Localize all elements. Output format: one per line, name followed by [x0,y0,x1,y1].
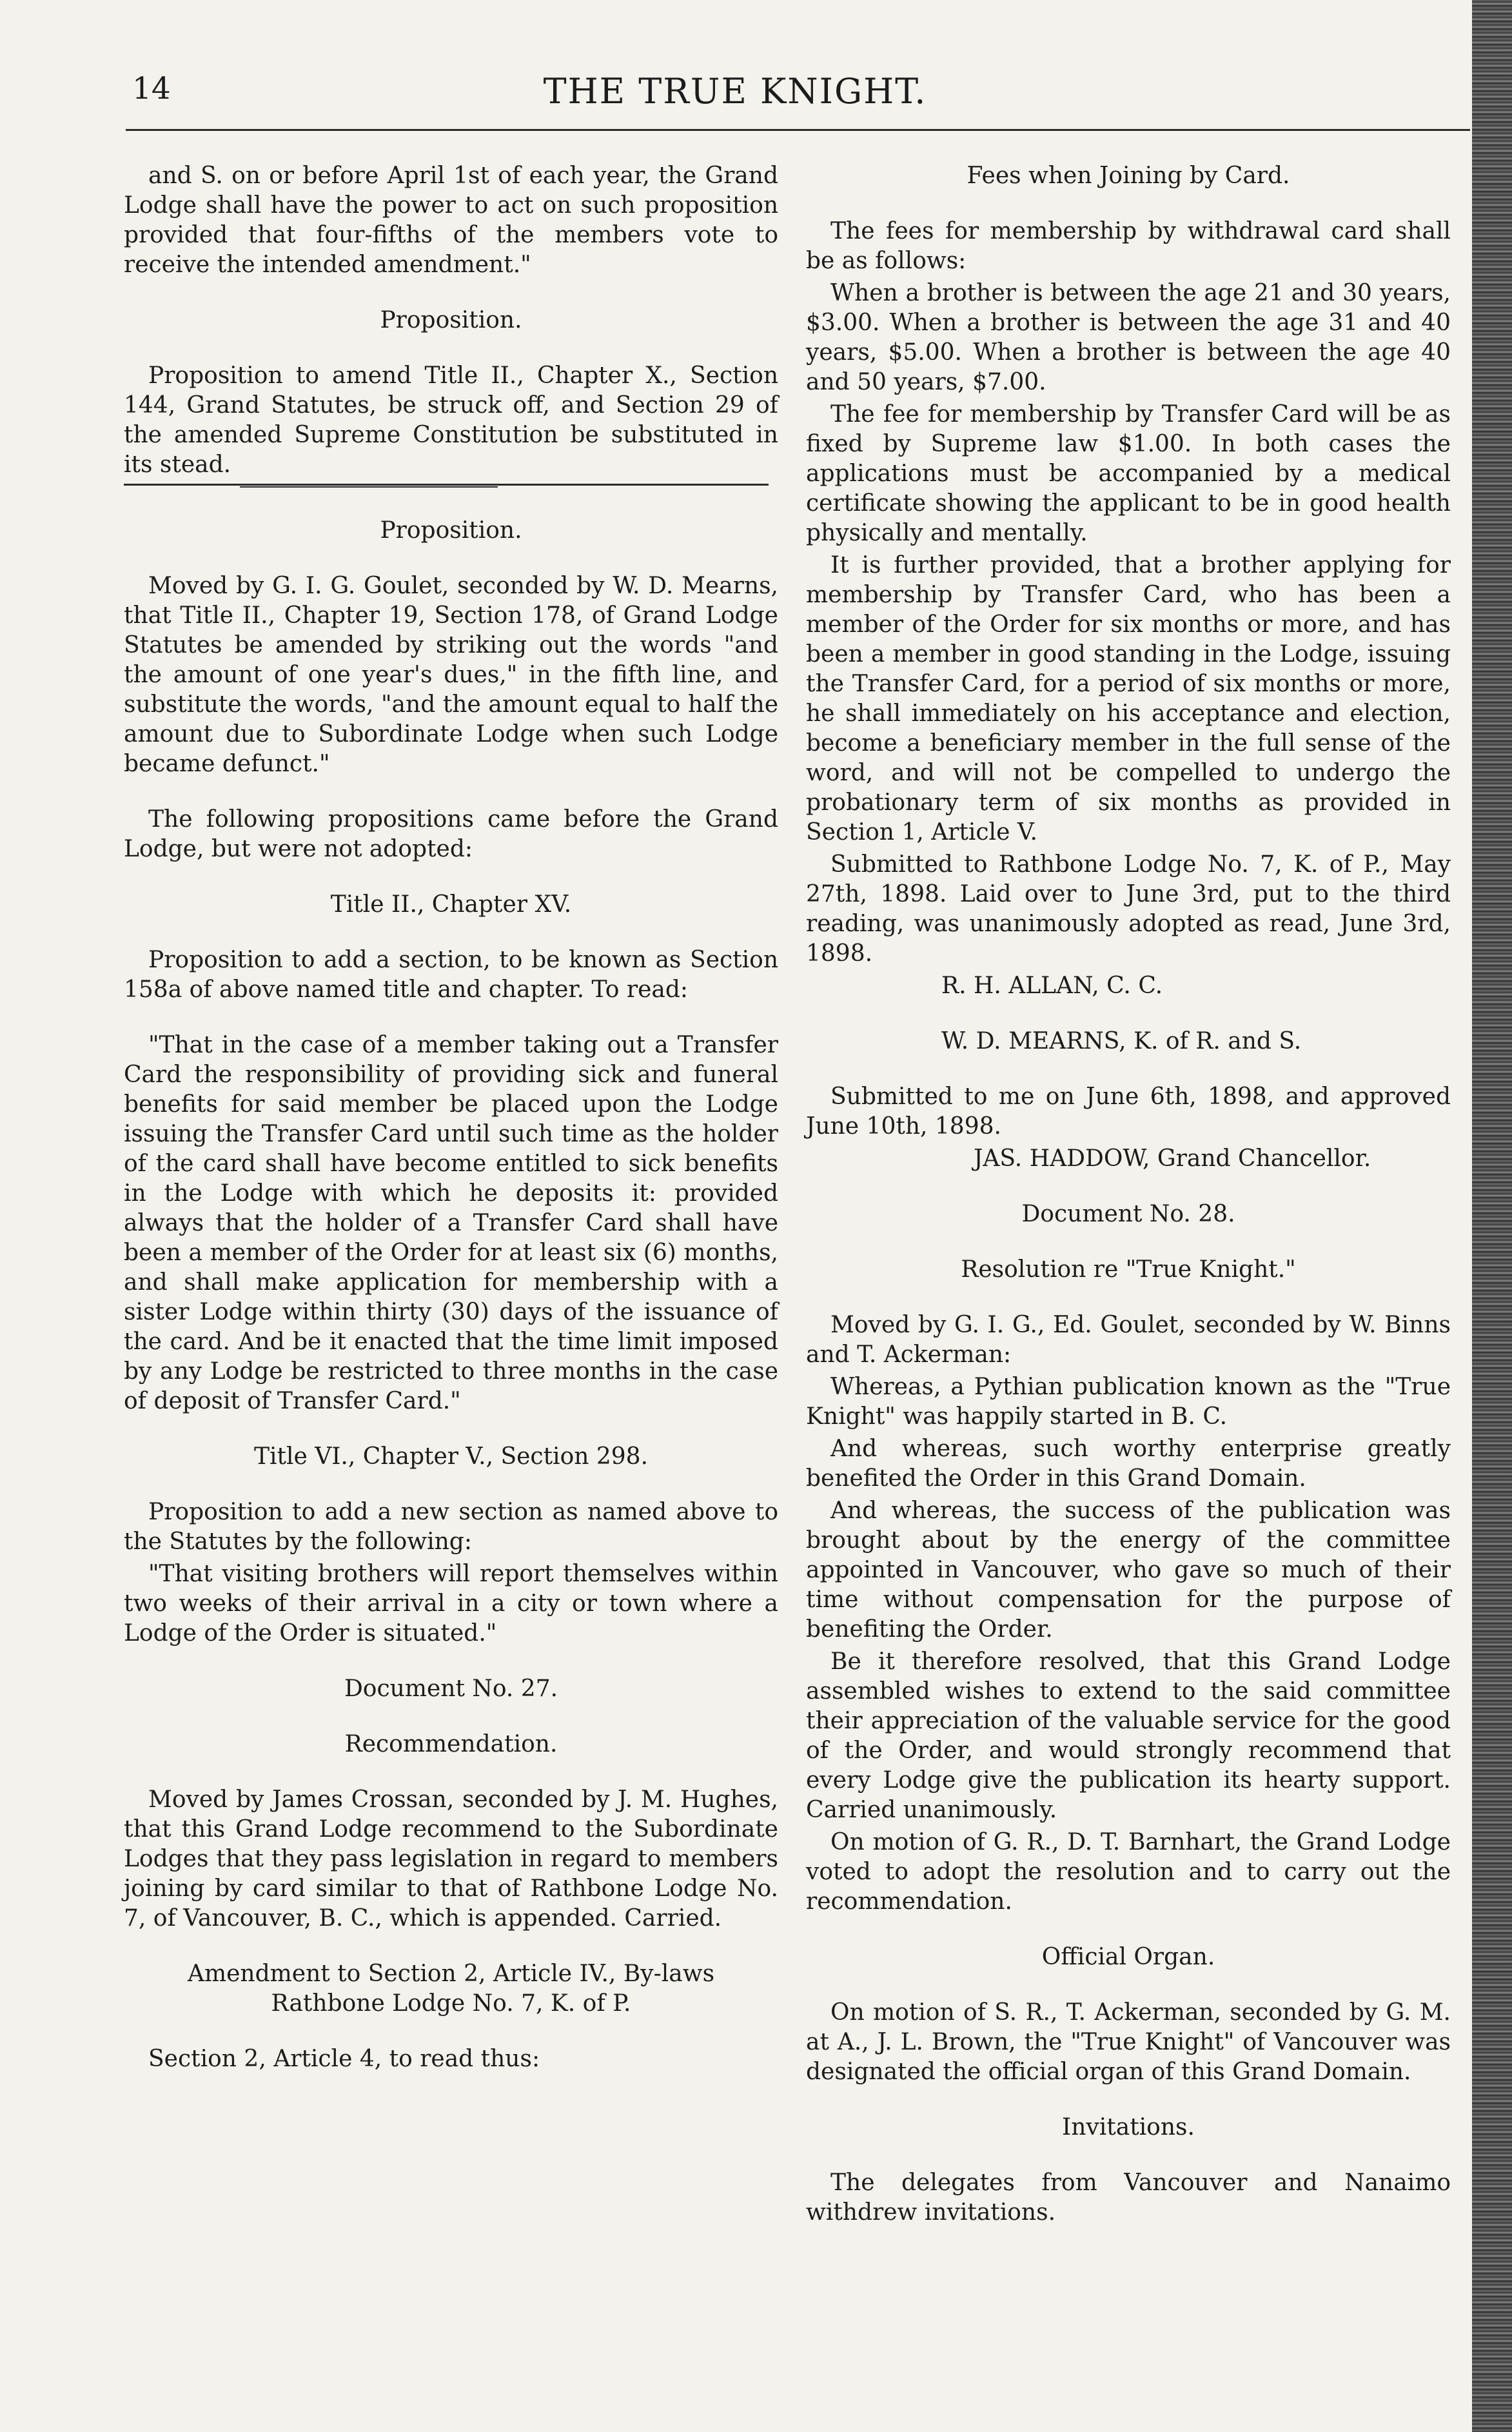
paragraph: The delegates from Vancouver and Nanaimo withdrew invitations. [806,2170,1451,2226]
quoted-proposition: "That visiting brothers will report themselves within two weeks of their arrival in a city or town where a Lodge of the Order is situated." [124,1561,778,1646]
paragraph: Proposition to amend Title II., Chapter X., Section 144, Grand Statutes, be struck off, and Section 29 of the amended Supreme Constitution be substituted in its stead. [124,362,778,478]
paragraph: Section 2, Article 4, to read thus: [148,2046,540,2072]
paragraph: Submitted to Rathbone Lodge No. 7, K. of P., May 27th, 1898. Laid over to June 3rd, put to the third reading, was unanimously adopted as read, June 3rd, 1898. [806,851,1451,967]
section-heading: Title II., Chapter XV. [330,891,572,918]
paragraph: Moved by G. I. G. Goulet, seconded by W. D. Mearns, that Title II., Chapter 19, Section 178, of Grand Lodge Statutes be amended by striking out the words "and the amount of one year's dues," in the fifth line, and substitute the words, "and the amount equal to half the amount due to Subordinate Lodge when such Lodge became defunct." [124,573,778,777]
header-rule [126,129,1470,131]
paragraph: And whereas, the success of the publication was brought about by the energy of the committee appointed in Vancouver, who gave so much of their time without compensation for the purpose of benefiting the Order. [806,1498,1451,1643]
section-divider [124,482,769,488]
paragraph: The following propositions came before the Grand Lodge, but were not adopted: [124,806,778,862]
binding-edge [1472,0,1512,2432]
paragraph: and S. on or before April 1st of each year, the Grand Lodge shall have the power to act on such proposition provided that four-fifths of the members vote to receive the intended amendment." [124,163,778,278]
paragraph: The fees for membership by withdrawal card shall be as follows: [806,218,1451,274]
section-heading: Document No. 27. [344,1676,558,1702]
page-number: 14 [132,71,171,106]
paragraph: The fee for membership by Transfer Card will be as fixed by Supreme law $1.00. In both cases the applications must be accompanied by a medical certificate showing the applicant to be in good health physically and mentally. [806,401,1451,546]
paragraph: Moved by James Crossan, seconded by J. M. Hughes, that this Grand Lodge recommend to the Subordinate Lodges that they pass legislation in regard to members joining by card similar to that of Rathbone Lodge No. 7, of Vancouver, B. C., which is appended. Carried. [124,1786,778,1932]
section-heading: Document No. 28. [1021,1201,1235,1227]
right-column [806,161,1451,2253]
signature: JAS. HADDOW, Grand Chancellor. [974,1145,1371,1172]
section-heading: Resolution re "True Knight." [961,1256,1296,1283]
quoted-proposition: "That in the case of a member taking out a Transfer Card the responsibility of providing sick and funeral benefits for said member be placed upon the Lodge issuing the Transfer Card until such time as the holder of the card shall have become entitled to sick benefits in the Lodge with which he deposits it: provided always that the holder of a Transfer Card shall have been a member of the Order for at least six (6) months, and shall make application for membership with a sister Lodge within thirty (30) days of the issuance of the card. And be it enacted that the time limit imposed by any Lodge be restricted to three months in the case of deposit of Transfer Card." [124,1032,778,1414]
paragraph: Moved by G. I. G., Ed. Goulet, seconded by W. Binns and T. Ackerman: [806,1312,1451,1368]
signature: W. D. MEARNS, K. of R. and S. [941,1028,1302,1054]
paragraph: It is further provided, that a brother applying for membership by Transfer Card, who has been a member of the Order for six months or more, and has been a member in good standing in the Lodge, issuing the Transfer Card, for a period of six months or more, he shall immediately on his acceptance and election, become a beneficiary member in the full sense of the word, and will not be compelled to undergo the probationary term of six months as provided in Section 1, Article V. [806,552,1451,845]
section-heading: Recommendation. [344,1731,558,1757]
section-heading: Fees when Joining by Card. [967,163,1290,189]
section-heading: Official Organ. [1041,1944,1215,1970]
section-heading: Rathbone Lodge No. 7, K. of P. [271,1990,631,2017]
section-heading: Invitations. [1062,2114,1195,2140]
section-heading: Amendment to Section 2, Article IV., By-laws [187,1961,715,1987]
page-header [0,45,1512,116]
paragraph: Be it therefore resolved, that this Grand Lodge assembled wishes to extend to the said committee their appreciation of the valuable service for the good of the Order, and would strongly recommend that every Lodge give the publication its hearty support. Carried unanimously. [806,1648,1451,1823]
paragraph: Whereas, a Pythian publication known as the "True Knight" was happily started in B. C. [806,1374,1451,1430]
section-heading: Proposition. [380,517,522,544]
paragraph: When a brother is between the age 21 and 30 years, $3.00. When a brother is between the age 31 and 40 years, $5.00. When a brother is between the age 40 and 50 years, $7.00. [806,280,1451,395]
paragraph: Proposition to add a section, to be known as Section 158a of above named title and chapter. To read: [124,947,778,1003]
signature: R. H. ALLAN, C. C. [941,973,1163,999]
left-column [124,161,778,2100]
paragraph: And whereas, such worthy enterprise greatly benefited the Order in this Grand Domain. [806,1436,1451,1492]
paragraph: On motion of S. R., T. Ackerman, seconded by G. M. at A., J. L. Brown, the "True Knight" of Vancouver was designated the official organ of this Grand Domain. [806,1999,1451,2085]
section-heading: Title VI., Chapter V., Section 298. [253,1443,649,1470]
section-heading: Proposition. [380,307,522,333]
publication-title: THE TRUE KNIGHT. [543,71,927,112]
paragraph: Submitted to me on June 6th, 1898, and approved June 10th, 1898. [806,1083,1451,1140]
paragraph: Proposition to add a new section as named above to the Statutes by the following: [124,1499,778,1555]
paragraph: On motion of G. R., D. T. Barnhart, the Grand Lodge voted to adopt the resolution and to carry out the recommendation. [806,1829,1451,1915]
